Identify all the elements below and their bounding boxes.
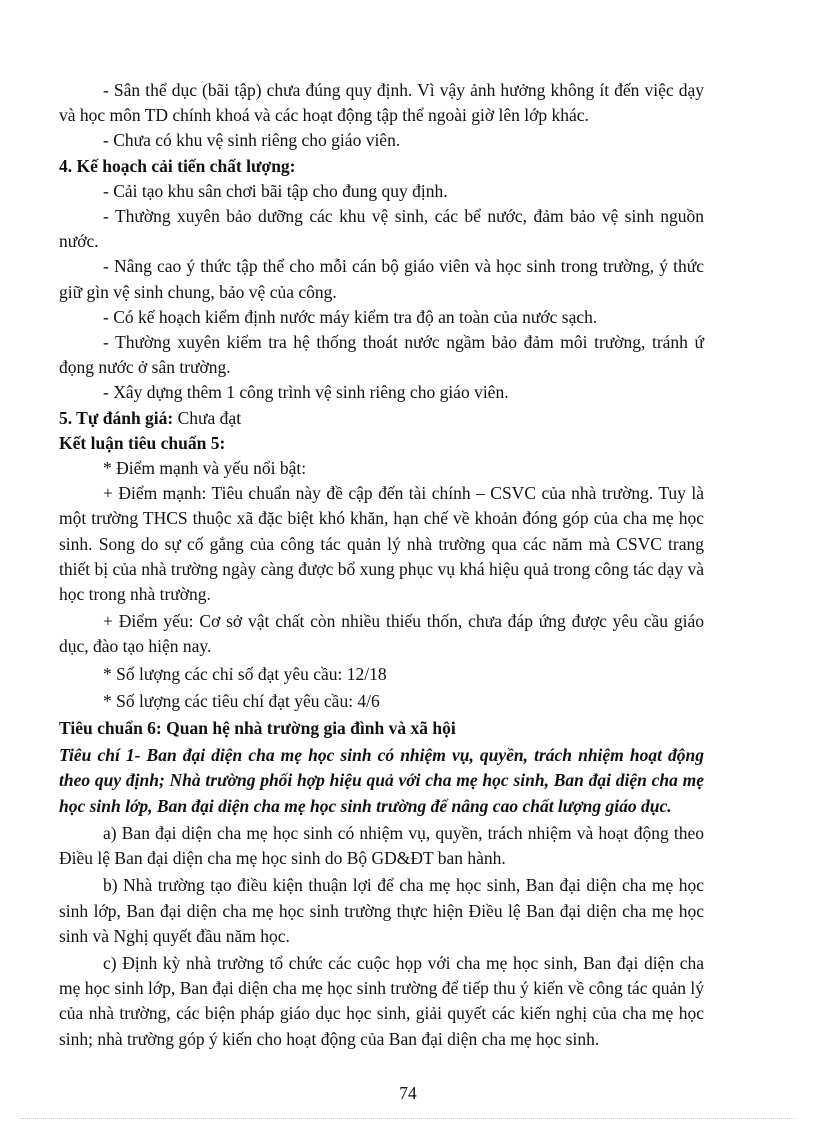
self-evaluation-value: Chưa đạt xyxy=(173,407,242,428)
paragraph: * Số lượng các tiêu chí đạt yêu cầu: 4/6 xyxy=(103,690,380,711)
section-heading: 4. Kế hoạch cải tiến chất lượng: xyxy=(59,155,296,176)
paragraph: - Thường xuyên kiểm tra hệ thống thoát nước ngầm bảo đảm môi trường, tránh ứ đọng nước ở sân trường. xyxy=(59,332,704,378)
page-number: 74 xyxy=(399,1083,417,1103)
self-evaluation xyxy=(59,406,704,431)
self-evaluation-label: 5. Tự đánh giá: xyxy=(59,407,174,428)
bottom-divider xyxy=(20,1118,796,1119)
paragraph: * Điểm mạnh và yếu nổi bật: xyxy=(103,458,307,479)
paragraph: + Điểm yếu: Cơ sở vật chất còn nhiều thiếu thốn, chưa đáp ứng được yêu cầu giáo dục, đào tạo hiện nay. xyxy=(59,611,704,657)
paragraph: - Có kế hoạch kiểm định nước máy kiểm tra độ an toàn của nước sạch. xyxy=(103,306,598,327)
conclusion-heading: Kết luận tiêu chuẩn 5: xyxy=(59,432,226,453)
paragraph: - Xây dựng thêm 1 công trình vệ sinh riêng cho giáo viên. xyxy=(103,382,509,403)
paragraph: - Chưa có khu vệ sinh riêng cho giáo viên. xyxy=(103,130,401,151)
document-page xyxy=(59,78,704,1052)
paragraph: + Điểm mạnh: Tiêu chuẩn này đề cập đến tài chính – CSVC của nhà trường. Tuy là một trường THCS thuộc xã đặc biệt khó khăn, hạn chế về khoản đóng góp của cha mẹ học sinh. Song do sự cố gắng của công tác quản lý nhà trường qua các năm mà CSVC trang thiết bị của nhà trường ngày càng được bổ xung phục vụ khá hiệu quả trong công tác dạy và học trong nhà trường. xyxy=(59,483,704,605)
paragraph: - Thường xuyên bảo dưỡng các khu vệ sinh, các bể nước, đảm bảo vệ sinh nguồn nước. xyxy=(59,206,704,252)
paragraph: b) Nhà trường tạo điều kiện thuận lợi để cha mẹ học sinh, Ban đại diện cha mẹ học sinh lớp, Ban đại diện cha mẹ học sinh trường thực hiện Điều lệ Ban đại diện cha mẹ học sinh và Nghị quyết đầu năm học. xyxy=(59,875,704,946)
paragraph: - Nâng cao ý thức tập thể cho mỗi cán bộ giáo viên và học sinh trong trường, ý thức giữ gìn vệ sinh chung, bảo vệ của công. xyxy=(59,256,704,302)
standard-heading: Tiêu chuẩn 6: Quan hệ nhà trường gia đình và xã hội xyxy=(59,718,456,739)
criterion-heading: Tiêu chí 1- Ban đại diện cha mẹ học sinh có nhiệm vụ, quyền, trách nhiệm hoạt động theo quy định; Nhà trường phối hợp hiệu quả với cha mẹ học sinh, Ban đại diện cha mẹ học sinh lớp, Ban đại diện cha mẹ học sinh trường để nâng cao chất lượng giáo dục. xyxy=(59,745,704,816)
paragraph: c) Định kỳ nhà trường tổ chức các cuộc họp với cha mẹ học sinh, Ban đại diện cha mẹ học sinh lớp, Ban đại diện cha mẹ học sinh trường để tiếp thu ý kiến về công tác quản lý của nhà trường, các biện pháp giáo dục học sinh, giải quyết các kiến nghị của cha mẹ học sinh; nhà trường góp ý kiến cho hoạt động của Ban đại diện cha mẹ học sinh. xyxy=(59,952,704,1049)
paragraph: a) Ban đại diện cha mẹ học sinh có nhiệm vụ, quyền, trách nhiệm và hoạt động theo Điều lệ Ban đại diện cha mẹ học sinh do Bộ GD&ĐT ban hành. xyxy=(59,822,704,869)
paragraph: - Cải tạo khu sân chơi bãi tập cho đung quy định. xyxy=(103,180,448,201)
paragraph: - Sân thể dục (bãi tập) chưa đúng quy định. Vì vậy ảnh hưởng không ít đến việc dạy và học môn TD chính khoá và các hoạt động tập thể ngoài giờ lên lớp khác. xyxy=(59,80,704,126)
paragraph: * Số lượng các chỉ số đạt yêu cầu: 12/18 xyxy=(103,663,387,684)
